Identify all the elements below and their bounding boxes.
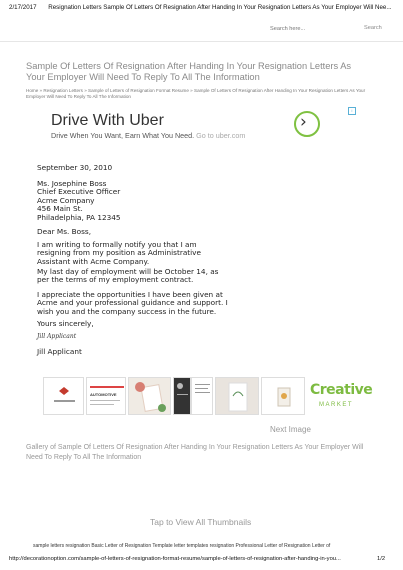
page-title: Sample Of Letters Of Resignation After Handing In Your Resignation Letters As Your Employer Will Need To Reply To All The Information <box>26 61 352 82</box>
gallery-thumb[interactable] <box>261 377 305 415</box>
letter-date: September 30, 2010 <box>37 163 113 172</box>
thumb-line <box>90 400 120 401</box>
signature: Jill Applicant <box>37 333 77 340</box>
ad-title[interactable]: Drive With Uber <box>51 112 164 129</box>
paragraph-notice <box>37 241 201 266</box>
recipient-line: Acme Company <box>37 195 95 205</box>
search-input[interactable] <box>270 24 350 34</box>
paragraph-line: Assistant with Acme Company. <box>37 256 150 266</box>
creative-market-ad[interactable] <box>309 377 373 415</box>
logo-thumb-image <box>44 378 84 415</box>
thumb-line <box>195 392 210 393</box>
paragraph-last-day <box>37 268 218 285</box>
gallery-thumb[interactable] <box>191 377 213 415</box>
creative-market-subword: MARKET <box>319 402 354 408</box>
recipient-line: 456 Main St. <box>37 204 83 214</box>
paragraph-line: Acme and your professional guidance and support. I <box>37 298 228 308</box>
creative-market-word: Creative <box>310 382 373 398</box>
thumbnail-gallery <box>43 377 373 415</box>
paragraph-line: resigning from my position as Administrative <box>37 248 201 258</box>
gallery-caption: Gallery of Sample Of Letters Of Resignation After Handing In Your Resignation Letters As Your Employer Will Need To Reply To All The Information <box>26 444 364 461</box>
sender-name: Jill Applicant <box>37 347 82 356</box>
print-page-number: 1/2 <box>377 556 386 562</box>
gallery-thumb[interactable] <box>173 377 191 415</box>
paragraph-line: wish you and the company success in the future. <box>37 306 217 316</box>
search-button[interactable]: Search <box>364 25 382 31</box>
salutation: Dear Ms. Boss, <box>37 227 92 236</box>
ad-choices-icon[interactable]: i <box>348 107 356 115</box>
thumb-line <box>177 394 188 395</box>
thumb-stripe <box>90 386 124 388</box>
floral-card-image <box>129 378 171 415</box>
gallery-thumb[interactable] <box>215 377 259 415</box>
print-footer-url: http://decorationoption.com/sample-of-letters-of-resignation-format-resume/sample-of-letters-of-resignation-after-handing-in-you... <box>9 556 341 562</box>
thumb-line <box>195 388 208 389</box>
print-title: Resignation Letters Sample Of Letters Of Resignation After Handing In Your Resignation Letters As Your Employer Will Nee... <box>48 4 392 11</box>
related-links[interactable]: sample letters resignation Basic Letter of Resignation Template letter templates resignation Professional Letter of Resignation Letter of <box>33 543 331 549</box>
paragraph-line: I am writing to formally notify you that I am <box>37 240 197 249</box>
gallery-thumb[interactable] <box>128 377 171 415</box>
thumb-label: AUTOMOTIVE <box>90 392 117 397</box>
invitation-card-image <box>216 378 259 415</box>
search-bar <box>270 24 394 36</box>
next-image-link[interactable]: Next Image <box>270 425 311 434</box>
print-date: 2/17/2017 <box>9 4 37 11</box>
recipient-line: Philadelphia, PA 12345 <box>37 212 121 222</box>
paragraph-thanks <box>37 291 228 316</box>
paragraph-line: My last day of employment will be October 14, as <box>37 267 219 276</box>
portrait-image <box>177 383 183 389</box>
ad-arrow-button[interactable] <box>294 111 320 137</box>
recipient-block <box>37 180 121 222</box>
thumb-line <box>195 384 210 385</box>
gallery-thumb[interactable] <box>86 377 126 415</box>
ad-subtitle[interactable] <box>51 131 245 140</box>
closing: Yours sincerely, <box>37 319 94 328</box>
print-header <box>9 4 394 11</box>
ad-url[interactable]: Go to uber.com <box>196 131 246 140</box>
paragraph-line: I appreciate the opportunities I have been given at <box>37 290 223 299</box>
gallery-thumb[interactable] <box>43 377 84 415</box>
thumb-line <box>90 404 114 405</box>
recipient-line: Ms. Josephine Boss <box>37 179 107 188</box>
chevron-right-icon[interactable]: › <box>300 112 307 132</box>
breadcrumb[interactable]: Home » Resignation Letters » Sample of Letters of Resignation Format Resume » Sample Of Letters Of Resignation After Handing In Your Resignation Letters As Your Employer Will Need To Reply To All The Information <box>26 88 366 99</box>
header-divider <box>0 41 403 42</box>
recipient-line: Chief Executive Officer <box>37 187 121 197</box>
paragraph-line: per the terms of my employment contract. <box>37 275 194 285</box>
view-all-thumbnails-link[interactable]: Tap to View All Thumbnails <box>150 517 252 527</box>
ad-subtitle-text: Drive When You Want, Earn What You Need. <box>51 131 195 140</box>
tag-card-image <box>262 378 305 415</box>
